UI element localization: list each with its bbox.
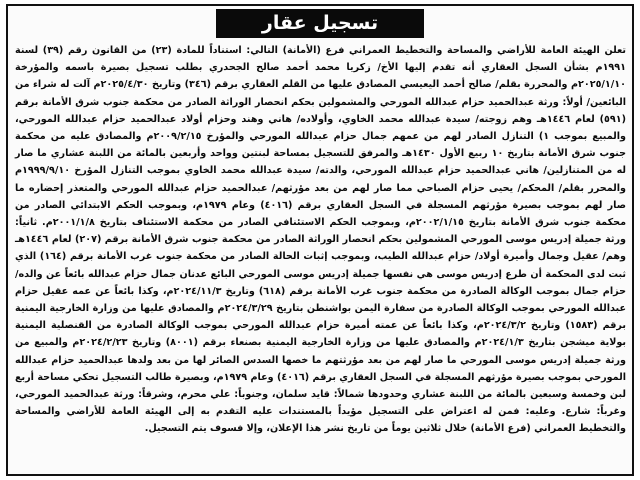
notice-paragraph: تعلن الهيئة العامة للأراضي والمساحة والتخطيط العمراني فرع (الأمانة) التالي: استناداً للمادة (٢٣) من القانون رقم (٣٩) لسنة ١٩٩١م بشأن السجل العقاري أنه تقدم إليها الأخ/ زكريا محمد أحمد صالح الجحدري بطلب تسجيل بصيرة باسمه والمؤرخة ٢٠٢٥/١/١٠م والمحررة بقلم/ صالح أحمد اليعيسي المصادق عليها من القلم العقاري برقم (٣٤٦) وتاريخ ٢٠٢٥/٤/٣٠م آلت له شراء من البائعين/ أولاً: ورثة عبدالحميد حزام عبدالله المورحي والمشمولين بحكم انحصار الوراثة الصادر من محكمة جنوب شرق الأمانة برقم (٥٩١) لعام ١٤٤٦هـ وهم زوجته/ سيدة عبدالله محمد الخاوي، وأولاده/ هاني وهند وحزام أولاد عبدالحميد حزام عبدالله المورحي، والمبيع بموجب ١) التنازل الصادر لهم من عمهم جمال حزام عبدالله المورحي والمؤرخ ٢٠٠٩/٢/١٥م والمصادق عليه من محكمة جنوب شرق الأمانة بتاريخ ١٠ ربيع الأول ١٤٣٠هـ والمرفق للتسجيل بمساحة لبنتين وواحد وأربعين بالمائة من اللبنة عشاري ما صار له من المتنازلين/ هاني عبدالحميد حزام عبدالله المورحي، والدته/ سيدة عبدالله محمد الخاوي بموجب التنازل المؤرخ ١٩٩٩/٩/١٠م والمحرر بقلم/ المحكم/ يحيى حزام الصباحي مما صار لهم من بعد مؤرثهم/ عبدالحميد حزام عبدالله المورحي والمتعذر إحضاره ما صار لهم بموجب بصيرة مؤرثهم المسجلة في السجل العقاري برقم (٤٠١٦) وعام ١٩٧٩م، وبموجب الحكم الابتدائي الصادر من محكمة جنوب شرق الأمانة بتاريخ ٢٠٠٢/١/١٥م، وبموجب الحكم الاستئنافي الصادر من محكمة الاستئناف بتاريخ ٢٠٠١/١/٨م. ثانياً: ورثة جميلة إدريس موسى المورحي المشمولين بحكم انحصار الوراثة الصادر من محكمة جنوب شرق الأمانة برقم (٢٠٧) لعام ١٤٤٦هـ وهم/ عقيل وجمال وأميرة أولاد/ حزام عبدالله الطيب، وبموجب إثبات الحالة الصادر من محكمة جنوب غرب الأمانة برقم (١٦٤) الذي ثبت لدى المحكمة أن طرع إدريس موسى هي نفسها جميلة إدريس موسى المورحي البائع عدنان جمال حزام عبدالله بائعاً عن والده/ حزام جمال بموجب الوكالة الصادرة من محكمة جنوب غرب الأمانة برقم (٦١٨) وتاريخ ٢٠٢٤/١١/٣م، وكذا بائعاً عن عمه عقيل حزام عبدالله المورحي بموجب الوكالة الصادرة من سفارة اليمن بواشنطن بتاريخ ٢٠٢٤/٣/٢٩م والمصادق عليها من وزارة الخارجية اليمنية برقم (١٥٨٣) وتاريخ ٢٠٢٤/٣/٢م، وكذا بائعاً عن عمته أميرة حزام عبدالله المورحي بموجب الوكالة الصادرة من القنصلية اليمنية بولاية ميشجن بتاريخ ٢٠٢٤/١/٣م والمصادق عليها من وزارة الخارجية اليمنية بصنعاء برقم (٨٠٠١) وتاريخ ٢٠٢٤/٢/٢٣م والمبيع من ورثة جميلة إدريس موسى المورحي ما صار لهم من بعد مؤرثتهم ما خصها السدس الصائر لها من بعد ولدها عبدالحميد حزام عبدالله المورحي بموجب بصيرة مؤرثهم المسجلة في السجل العقاري برقم (٤٠١٦) وعام ١٩٧٩م، وبصيرة طالب التسجيل تحكي مساحة أربع لبن وخمسة وسبعين بالمائة من اللبنة عشاري وحدودها شمالاً: قايد سلمان، وجنوباً: علي محرم، وشرقاً: ورثة عبدالحميد المورحي، وغرباً: شارع. وعليه: فمن له اعتراض على التسجيل مؤيداً بالمستندات عليه التقدم به إلى الهيئة العامة للأراضي والمساحة والتخطيط العمراني (فرع الأمانة) خلال ثلاثين يوماً من تاريخ نشر هذا الإعلان، وإلا فسوف يتم التسجيل. (15, 45, 627, 435)
notice-body (8, 38, 632, 438)
title-container (8, 9, 632, 38)
notice-title: تسجيل عقار (216, 9, 424, 38)
notice-frame (6, 4, 634, 476)
